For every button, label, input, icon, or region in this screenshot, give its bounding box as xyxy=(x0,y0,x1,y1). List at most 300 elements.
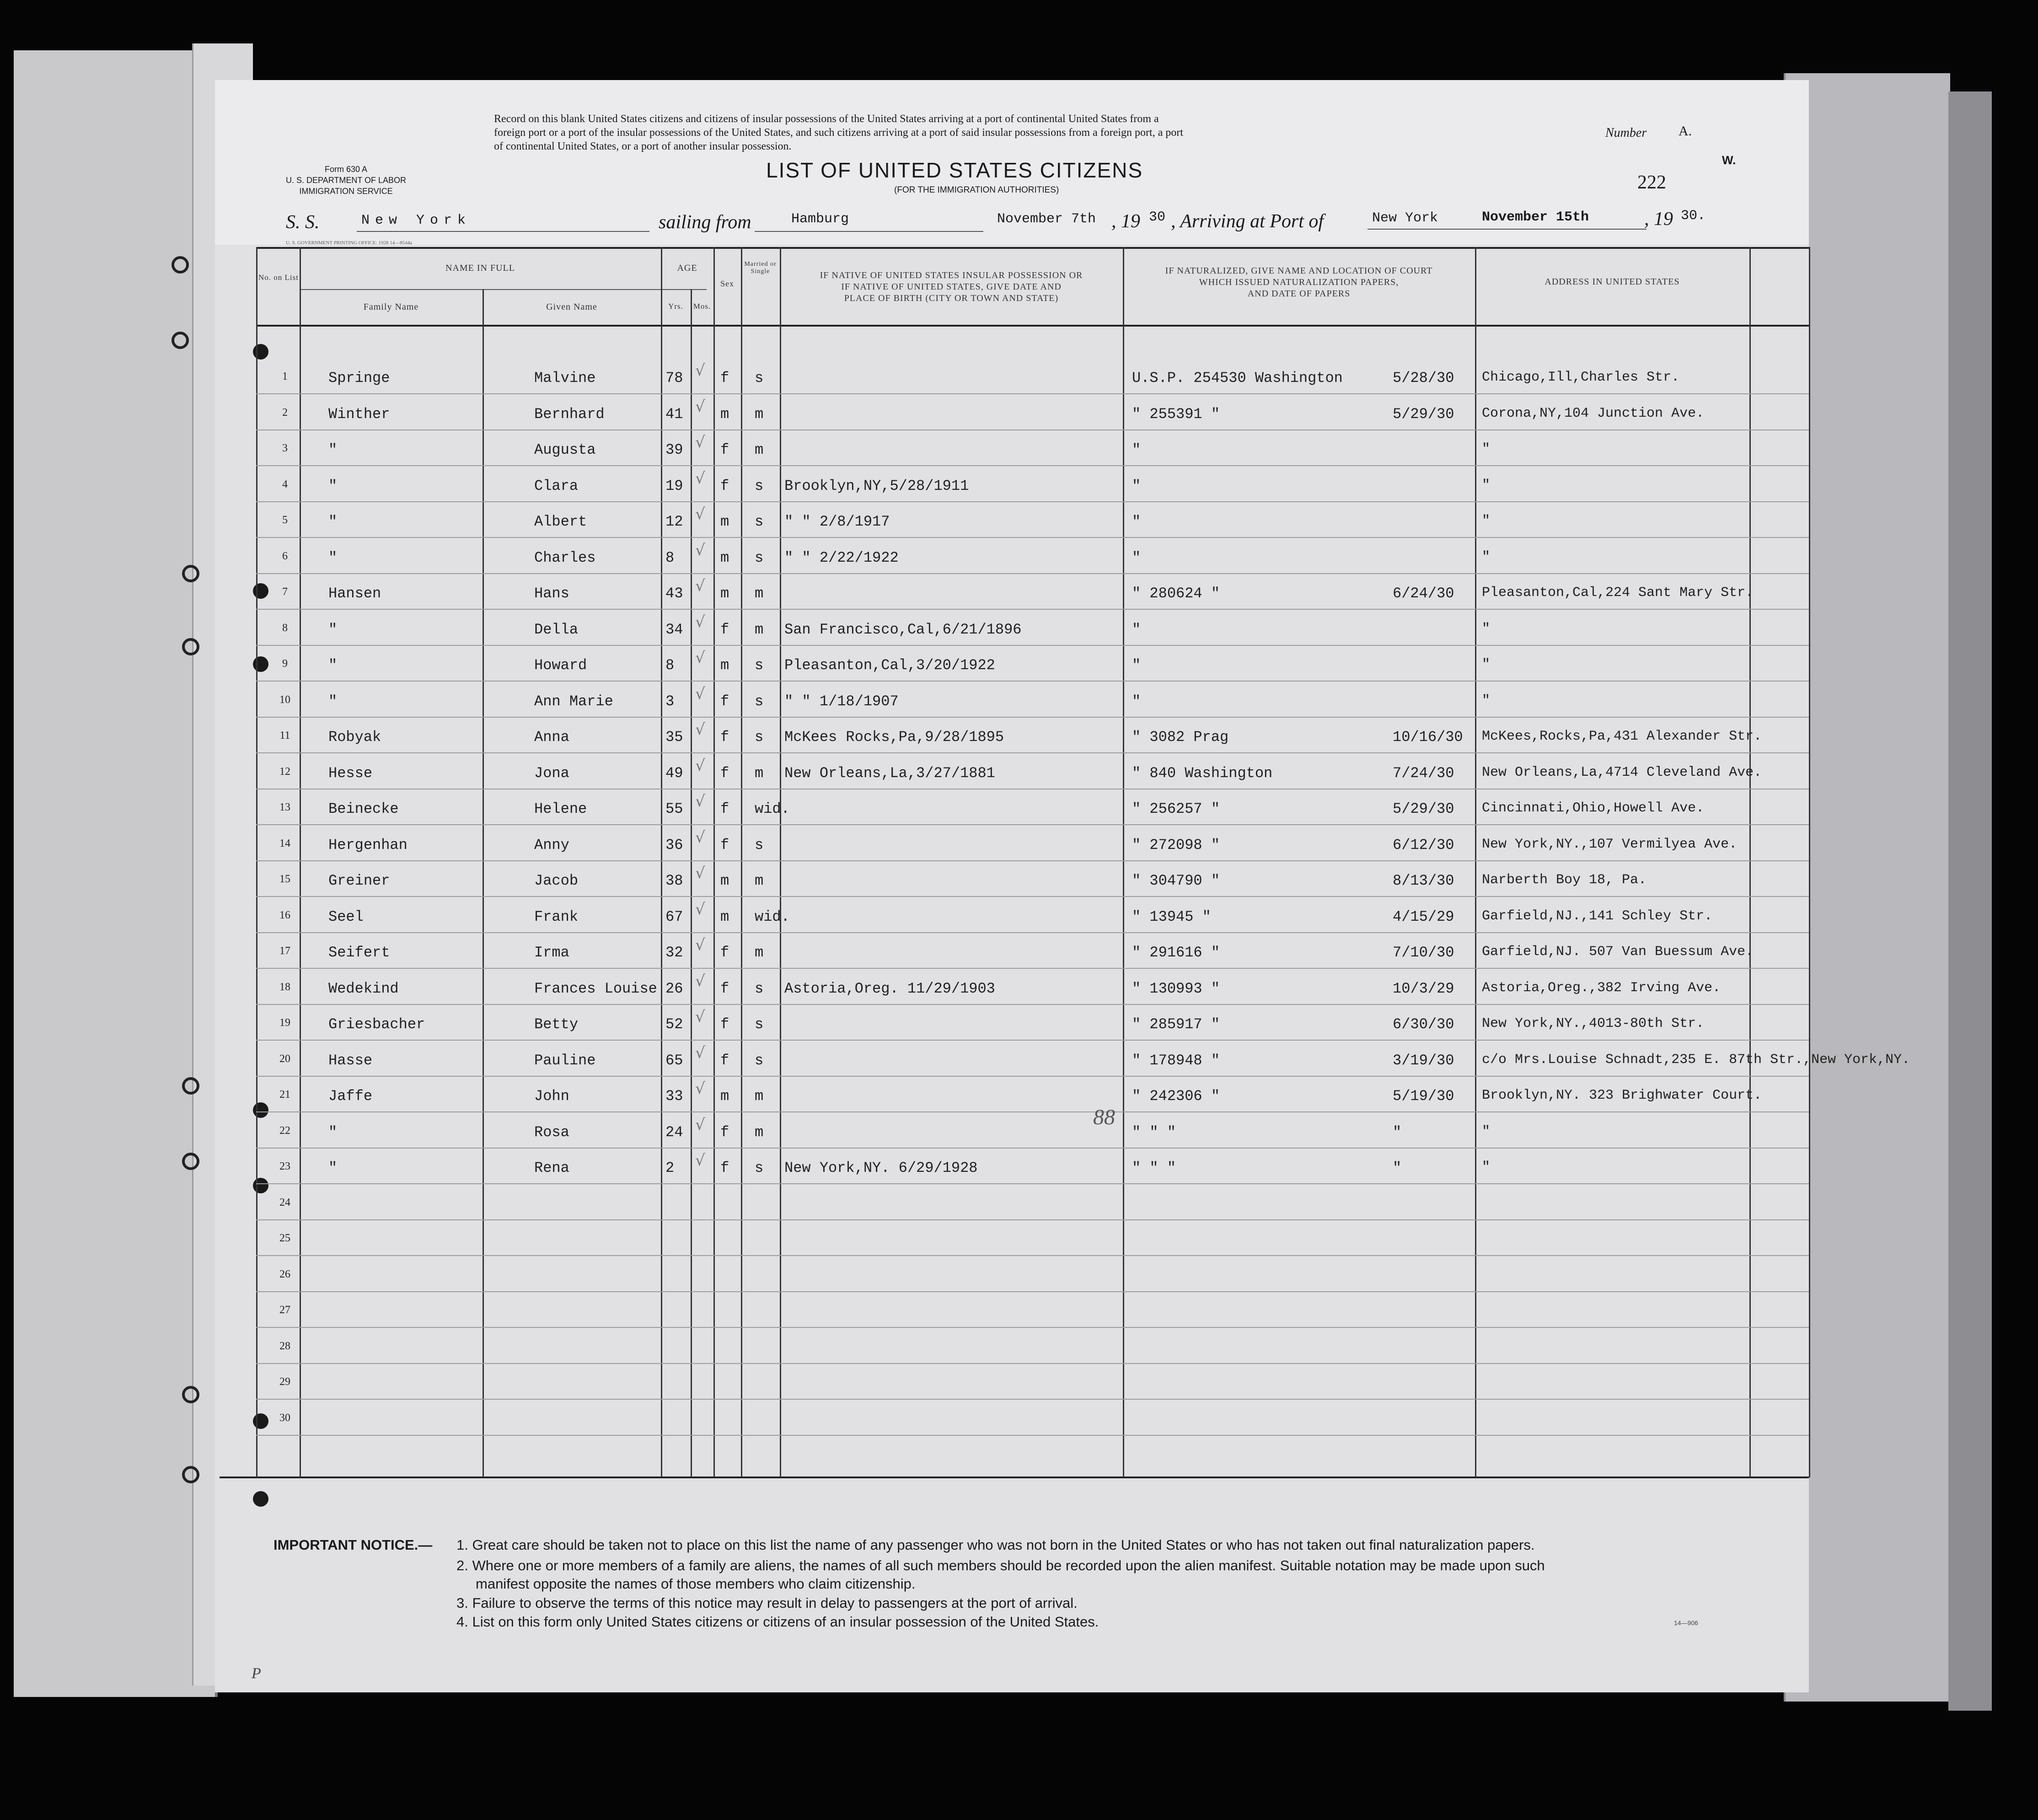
sex-cell: m xyxy=(720,872,729,889)
row-divider xyxy=(256,645,1809,646)
marital-status-cell: s xyxy=(755,980,764,997)
row-number: 25 xyxy=(279,1232,290,1244)
naturalization-date-cell: 7/24/30 xyxy=(1393,764,1454,782)
naturalization-cell: " xyxy=(1132,657,1141,674)
marital-status-cell: m xyxy=(755,872,764,889)
given-name-cell: Charles xyxy=(534,549,596,566)
col-divider xyxy=(780,247,781,1477)
birth-cell: " " 2/8/1917 xyxy=(784,513,890,530)
naturalization-cell: " 178948 " xyxy=(1132,1052,1220,1069)
birth-cell: McKees Rocks,Pa,9/28/1895 xyxy=(784,729,1004,746)
sex-cell: f xyxy=(720,800,729,817)
age-cell: 32 xyxy=(665,944,683,961)
age-cell: 52 xyxy=(665,1016,683,1033)
sex-cell: m xyxy=(720,549,729,566)
check-mark-icon: √ xyxy=(695,1043,705,1062)
row-divider xyxy=(256,501,1809,502)
punch-hole-icon xyxy=(253,1102,268,1118)
marital-status-cell: m xyxy=(755,1123,764,1141)
family-name-cell: " xyxy=(328,441,338,458)
address-cell: Chicago,Ill,Charles Str. xyxy=(1482,370,1680,385)
address-cell: " xyxy=(1482,441,1491,457)
row-number: 15 xyxy=(279,873,290,885)
address-cell: " xyxy=(1482,513,1491,529)
col-divider xyxy=(1123,247,1124,1477)
family-name-cell: " xyxy=(328,513,338,530)
birth-cell: New York,NY. 6/29/1928 xyxy=(784,1160,978,1176)
family-name-cell: " xyxy=(328,657,338,674)
row-number: 6 xyxy=(282,550,288,562)
header-given-name: Given Name xyxy=(546,302,597,312)
instruction-line: of continental United States, or a port of another insular possession. xyxy=(494,140,792,152)
row-divider xyxy=(256,752,1809,753)
age-cell: 12 xyxy=(665,513,683,530)
col-divider xyxy=(300,247,301,1477)
marital-status-cell: s xyxy=(755,370,764,387)
row-divider xyxy=(256,1040,1809,1041)
check-mark-icon: √ xyxy=(695,1008,705,1026)
naturalization-date-cell: 10/3/29 xyxy=(1393,980,1454,997)
check-mark-icon: √ xyxy=(695,612,705,631)
row-divider xyxy=(256,1435,1809,1436)
naturalization-date-cell: 5/19/30 xyxy=(1393,1088,1454,1105)
instructions-block xyxy=(494,112,1183,153)
age-cell: 38 xyxy=(665,872,683,889)
page-subtitle: (FOR THE IMMIGRATION AUTHORITIES) xyxy=(894,185,1059,195)
punch-hole-icon xyxy=(172,332,189,349)
naturalization-cell: " 255391 " xyxy=(1132,405,1220,423)
table-header-border xyxy=(256,325,1809,327)
sailing-port: Hamburg xyxy=(791,211,849,227)
row-number: 18 xyxy=(279,981,290,993)
punch-hole-icon xyxy=(253,656,268,672)
address-cell: New York,NY.,4013-80th Str. xyxy=(1482,1016,1705,1031)
sex-cell: f xyxy=(720,1123,729,1141)
given-name-cell: Irma xyxy=(534,944,569,961)
sex-cell: f xyxy=(720,836,729,854)
family-name-cell: " xyxy=(328,693,338,710)
check-mark-icon: √ xyxy=(695,684,705,703)
family-name-cell: " xyxy=(328,621,338,638)
given-name-cell: Pauline xyxy=(534,1052,596,1069)
address-cell: Brooklyn,NY. 323 Brighwater Court. xyxy=(1482,1088,1762,1103)
naturalization-cell: " 13945 " xyxy=(1132,908,1211,925)
naturalization-date-cell: 6/24/30 xyxy=(1393,585,1454,602)
header-birth xyxy=(780,270,1123,304)
naturalization-date-cell: 4/15/29 xyxy=(1393,908,1454,925)
given-name-cell: Frances Louise xyxy=(534,980,657,997)
punch-hole-icon xyxy=(172,256,189,274)
given-name-cell: Jona xyxy=(534,764,569,782)
row-number: 11 xyxy=(279,730,290,741)
marital-status-cell: s xyxy=(755,513,764,530)
marital-status-cell: wid. xyxy=(755,800,790,817)
row-divider xyxy=(256,1219,1809,1220)
check-mark-icon: √ xyxy=(695,720,705,739)
punch-hole-icon xyxy=(253,344,268,360)
header-name-in-full: NAME IN FULL xyxy=(445,263,515,273)
row-divider xyxy=(256,1363,1809,1364)
row-divider xyxy=(256,896,1809,897)
header-naturalized-line: WHICH ISSUED NATURALIZATION PAPERS, xyxy=(1199,277,1399,287)
naturalization-date-cell: 7/10/30 xyxy=(1393,944,1454,961)
header-mos: Mos. xyxy=(693,302,711,311)
naturalization-cell: " 3082 Prag xyxy=(1132,729,1229,746)
row-number: 22 xyxy=(279,1124,290,1137)
instruction-line: Record on this blank United States citizens and citizens of insular possessions of the United States arriving at a port of continental United States from a xyxy=(494,113,1159,125)
header-birth-line: PLACE OF BIRTH (CITY OR TOWN AND STATE) xyxy=(844,293,1059,303)
ss-label: S. S. xyxy=(286,212,320,233)
address-cell: " xyxy=(1482,477,1491,493)
check-mark-icon: √ xyxy=(695,541,705,559)
address-cell: " xyxy=(1482,549,1491,565)
sailing-year-prefix: , 19 xyxy=(1111,211,1140,232)
row-number: 16 xyxy=(279,909,290,921)
marital-status-cell: m xyxy=(755,441,764,458)
sex-cell: f xyxy=(720,621,729,638)
row-divider xyxy=(256,429,1809,430)
row-divider xyxy=(256,1004,1809,1005)
family-name-cell: " xyxy=(328,1123,338,1141)
marital-status-cell: s xyxy=(755,836,764,854)
ship-name-underline xyxy=(357,231,649,232)
printing-note: U. S. GOVERNMENT PRINTING OFFICE: 1928 14—8544a xyxy=(286,240,413,246)
sex-cell: f xyxy=(720,729,729,746)
check-mark-icon: √ xyxy=(695,828,705,847)
sex-cell: f xyxy=(720,980,729,997)
family-name-cell: Hasse xyxy=(328,1052,373,1069)
sex-cell: m xyxy=(720,657,729,674)
col-divider xyxy=(1475,247,1476,1477)
birth-cell: Brooklyn,NY,5/28/1911 xyxy=(784,477,969,494)
age-cell: 67 xyxy=(665,908,683,925)
punch-hole-icon xyxy=(253,1178,268,1193)
birth-cell: Pleasanton,Cal,3/20/1922 xyxy=(784,657,995,674)
sex-cell: f xyxy=(720,764,729,782)
sheet-number: 222 xyxy=(1637,172,1666,193)
header-no-on-list: No. on List xyxy=(258,273,299,282)
given-name-cell: Albert xyxy=(534,513,587,530)
punch-hole-icon xyxy=(253,583,268,599)
col-divider xyxy=(1749,247,1751,1477)
address-cell: Narberth Boy 18, Pa. xyxy=(1482,872,1647,888)
row-number: 14 xyxy=(279,837,290,849)
address-cell: " xyxy=(1482,621,1491,637)
header-sex: Sex xyxy=(720,279,734,288)
given-name-cell: Clara xyxy=(534,477,579,494)
row-divider xyxy=(256,1327,1809,1328)
age-cell: 65 xyxy=(665,1052,683,1069)
address-cell: c/o Mrs.Louise Schnadt,235 E. 87th Str.,New York,NY. xyxy=(1482,1052,1910,1068)
age-cell: 8 xyxy=(665,657,675,674)
sex-cell: m xyxy=(720,513,729,530)
birth-cell: " " 2/22/1922 xyxy=(784,549,899,566)
address-cell: New Orleans,La,4714 Cleveland Ave. xyxy=(1482,764,1762,780)
family-name-cell: Beinecke xyxy=(328,800,399,817)
birth-cell: Astoria,Oreg. 11/29/1903 xyxy=(784,980,995,997)
underlying-sheet-left xyxy=(14,50,218,1697)
header-age: AGE xyxy=(677,263,697,273)
sex-cell: m xyxy=(720,585,729,602)
header-naturalized-line: AND DATE OF PAPERS xyxy=(1247,289,1351,299)
row-divider xyxy=(256,681,1809,682)
row-number: 4 xyxy=(282,478,288,490)
age-cell: 35 xyxy=(665,729,683,746)
naturalization-cell: " " " xyxy=(1132,1160,1176,1176)
row-number: 2 xyxy=(282,406,288,419)
family-name-cell: Greiner xyxy=(328,872,390,889)
naturalization-cell: " xyxy=(1132,693,1141,710)
age-cell: 49 xyxy=(665,764,683,782)
sailing-port-underline xyxy=(755,231,983,232)
age-cell: 2 xyxy=(665,1160,675,1176)
row-divider xyxy=(256,1148,1809,1149)
marital-status-cell: s xyxy=(755,1160,764,1176)
row-number: 27 xyxy=(279,1304,290,1316)
naturalization-date-cell: 8/13/30 xyxy=(1393,872,1454,889)
page-title: LIST OF UNITED STATES CITIZENS xyxy=(766,158,1143,182)
marital-status-cell: s xyxy=(755,1052,764,1069)
department-name: U. S. DEPARTMENT OF LABOR xyxy=(286,176,407,185)
naturalization-cell: " 280624 " xyxy=(1132,585,1220,602)
naturalization-cell: " 304790 " xyxy=(1132,872,1220,889)
row-number: 28 xyxy=(279,1340,290,1352)
sex-cell: f xyxy=(720,441,729,458)
arrival-year-prefix: , 19 xyxy=(1644,209,1673,230)
notice-item: 3. Failure to observe the terms of this notice may result in delay to passengers at the port of arrival. xyxy=(456,1595,1078,1611)
row-divider xyxy=(256,1183,1809,1184)
row-number: 23 xyxy=(279,1160,290,1172)
address-cell: New York,NY.,107 Vermilyea Ave. xyxy=(1482,836,1738,852)
notice-item: 1. Great care should be taken not to place on this list the name of any passenger who was not born in the United States or who has not taken out final naturalization papers. xyxy=(456,1537,1535,1553)
given-name-cell: Betty xyxy=(534,1016,579,1033)
sex-cell: f xyxy=(720,1160,729,1176)
check-mark-icon: √ xyxy=(695,900,705,918)
check-mark-icon: √ xyxy=(695,936,705,954)
marital-status-cell: m xyxy=(755,585,764,602)
family-name-cell: Hesse xyxy=(328,764,373,782)
naturalization-cell: " xyxy=(1132,513,1141,530)
col-divider xyxy=(713,247,715,1477)
header-married-single: Married or Single xyxy=(744,261,777,275)
address-cell: McKees,Rocks,Pa,431 Alexander Str. xyxy=(1482,729,1762,744)
check-mark-icon: √ xyxy=(695,972,705,990)
punch-hole-icon xyxy=(182,565,199,582)
row-number: 20 xyxy=(279,1052,290,1065)
family-name-cell: Robyak xyxy=(328,729,381,746)
naturalization-cell: " 840 Washington xyxy=(1132,764,1273,782)
row-number: 1 xyxy=(282,370,288,382)
birth-cell: " " 1/18/1907 xyxy=(784,693,899,710)
address-cell: " xyxy=(1482,1123,1491,1139)
row-number: 21 xyxy=(279,1089,290,1101)
punch-hole-icon xyxy=(253,1491,268,1507)
marital-status-cell: s xyxy=(755,477,764,494)
naturalization-cell: " 285917 " xyxy=(1132,1016,1220,1033)
check-mark-icon: √ xyxy=(695,756,705,775)
check-mark-icon: √ xyxy=(695,1151,705,1170)
row-divider xyxy=(256,573,1809,574)
service-name: IMMIGRATION SERVICE xyxy=(299,187,393,196)
instruction-line: foreign port or a port of the insular possessions of the United States, and such citizens arriving at a port of said insular possessions from a foreign port, a port xyxy=(494,127,1184,139)
given-name-cell: Helene xyxy=(534,800,587,817)
given-name-cell: Malvine xyxy=(534,370,596,387)
naturalization-date-cell: 5/29/30 xyxy=(1393,800,1454,817)
naturalization-cell: " 242306 " xyxy=(1132,1088,1220,1105)
check-mark-icon: √ xyxy=(695,864,705,882)
sex-cell: m xyxy=(720,1088,729,1105)
check-mark-icon: √ xyxy=(695,469,705,488)
marital-status-cell: wid. xyxy=(755,908,790,925)
naturalization-cell: " xyxy=(1132,477,1141,494)
col-divider xyxy=(483,289,484,1477)
marital-status-cell: m xyxy=(755,405,764,423)
row-divider xyxy=(256,968,1809,969)
row-number: 24 xyxy=(279,1196,290,1208)
given-name-cell: Jacob xyxy=(534,872,579,889)
sex-cell: m xyxy=(720,908,729,925)
marital-status-cell: s xyxy=(755,549,764,566)
notice-form-code: 14—906 xyxy=(1674,1619,1698,1627)
number-label: Number xyxy=(1605,126,1647,140)
marital-status-cell: s xyxy=(755,729,764,746)
form-number: Form 630 A xyxy=(325,165,368,174)
given-name-cell: Anny xyxy=(534,836,569,854)
age-cell: 43 xyxy=(665,585,683,602)
table-top-border xyxy=(256,247,1809,249)
col-divider xyxy=(256,247,257,1477)
header-naturalized xyxy=(1123,265,1475,300)
family-name-cell: Hansen xyxy=(328,585,381,602)
row-number: 13 xyxy=(279,801,290,813)
row-divider xyxy=(256,1076,1809,1077)
given-name-cell: Howard xyxy=(534,657,587,674)
naturalization-date-cell: " xyxy=(1393,1160,1402,1176)
row-number: 30 xyxy=(279,1412,290,1424)
family-name-cell: " xyxy=(328,549,338,566)
sex-cell: f xyxy=(720,1052,729,1069)
naturalization-cell: " xyxy=(1132,549,1141,566)
marital-status-cell: s xyxy=(755,657,764,674)
row-divider xyxy=(256,1111,1809,1112)
header-birth-line: IF NATIVE OF UNITED STATES, GIVE DATE AND xyxy=(841,282,1062,292)
given-name-cell: Ann Marie xyxy=(534,693,613,710)
check-mark-icon: √ xyxy=(695,792,705,811)
naturalization-cell: " 272098 " xyxy=(1132,836,1220,854)
age-subheader-line xyxy=(661,289,707,290)
family-name-cell: " xyxy=(328,477,338,494)
family-name-cell: Griesbacher xyxy=(328,1016,425,1033)
row-divider xyxy=(256,1291,1809,1292)
family-name-cell: Seifert xyxy=(328,944,390,961)
address-cell: " xyxy=(1482,1160,1491,1175)
col-divider xyxy=(1809,247,1810,1477)
naturalization-cell: " 291616 " xyxy=(1132,944,1220,961)
check-mark-icon: √ xyxy=(695,1115,705,1134)
naturalization-cell: " " " xyxy=(1132,1123,1176,1141)
marital-status-cell: s xyxy=(755,693,764,710)
check-mark-icon: √ xyxy=(695,505,705,523)
age-cell: 26 xyxy=(665,980,683,997)
age-cell: 36 xyxy=(665,836,683,854)
row-number: 8 xyxy=(282,622,288,634)
naturalization-date-cell: 6/12/30 xyxy=(1393,836,1454,854)
address-cell: Garfield,NJ.,141 Schley Str. xyxy=(1482,908,1713,924)
family-name-cell: Wedekind xyxy=(328,980,399,997)
check-mark-icon: √ xyxy=(695,577,705,595)
given-name-cell: Bernhard xyxy=(534,405,605,423)
punch-hole-icon xyxy=(182,1077,199,1095)
naturalization-cell: " 130993 " xyxy=(1132,980,1220,997)
age-cell: 41 xyxy=(665,405,683,423)
underlying-sheet-right-edge xyxy=(1948,91,1992,1711)
row-number: 7 xyxy=(282,586,288,598)
naturalization-cell: " xyxy=(1132,441,1141,458)
row-divider xyxy=(256,393,1809,394)
marital-status-cell: m xyxy=(755,621,764,638)
row-number: 3 xyxy=(282,442,288,454)
given-name-cell: Rena xyxy=(534,1160,569,1176)
arrival-date: November 15th xyxy=(1482,209,1589,225)
table-bottom-border xyxy=(220,1476,1809,1478)
notice-item: 2. Where one or more members of a family are aliens, the names of all such members should be recorded upon the alien manifest. Suitable notation may be made upon such xyxy=(456,1557,1545,1573)
header-family-name: Family Name xyxy=(363,302,419,312)
punch-hole-icon xyxy=(253,1413,268,1429)
naturalization-date-cell: " xyxy=(1393,1123,1402,1141)
row-number: 19 xyxy=(279,1017,290,1029)
number-value: A. xyxy=(1679,123,1692,139)
check-mark-icon: √ xyxy=(695,433,705,451)
header-birth-line: IF NATIVE OF UNITED STATES INSULAR POSSESSION OR xyxy=(820,270,1083,280)
punch-hole-icon xyxy=(182,1466,199,1483)
naturalization-date-cell: 5/28/30 xyxy=(1393,370,1454,387)
col-divider xyxy=(691,289,692,1477)
check-mark-icon: √ xyxy=(695,361,705,380)
row-number: 9 xyxy=(282,658,288,670)
header-address: ADDRESS IN UNITED STATES xyxy=(1545,277,1680,287)
header-yrs: Yrs. xyxy=(668,302,683,311)
row-number: 26 xyxy=(279,1268,290,1280)
arrival-underline xyxy=(1368,229,1646,230)
address-cell: Cincinnati,Ohio,Howell Ave. xyxy=(1482,800,1705,816)
marital-status-cell: m xyxy=(755,1088,764,1105)
row-divider xyxy=(256,537,1809,538)
row-divider xyxy=(256,1399,1809,1400)
marital-status-cell: s xyxy=(755,1016,764,1033)
naturalization-cell: " xyxy=(1132,621,1141,638)
given-name-cell: Della xyxy=(534,621,579,638)
birth-cell: New Orleans,La,3/27/1881 xyxy=(784,764,995,782)
arrival-port: New York xyxy=(1372,210,1438,226)
marital-status-cell: m xyxy=(755,764,764,782)
row-divider xyxy=(256,609,1809,610)
family-name-cell: Jaffe xyxy=(328,1088,373,1105)
row-divider xyxy=(256,860,1809,861)
family-name-cell: Springe xyxy=(328,370,390,387)
sex-cell: f xyxy=(720,944,729,961)
arriving-label: , Arriving at Port of xyxy=(1171,211,1324,232)
age-cell: 55 xyxy=(665,800,683,817)
row-number: 10 xyxy=(279,693,290,706)
check-mark-icon: √ xyxy=(695,649,705,667)
sex-cell: f xyxy=(720,370,729,387)
family-name-cell: Hergenhan xyxy=(328,836,408,854)
age-cell: 34 xyxy=(665,621,683,638)
row-divider xyxy=(256,824,1809,825)
naturalization-date-cell: 10/16/30 xyxy=(1393,729,1463,746)
family-name-cell: Winther xyxy=(328,405,390,423)
check-mark-icon: √ xyxy=(695,1079,705,1098)
